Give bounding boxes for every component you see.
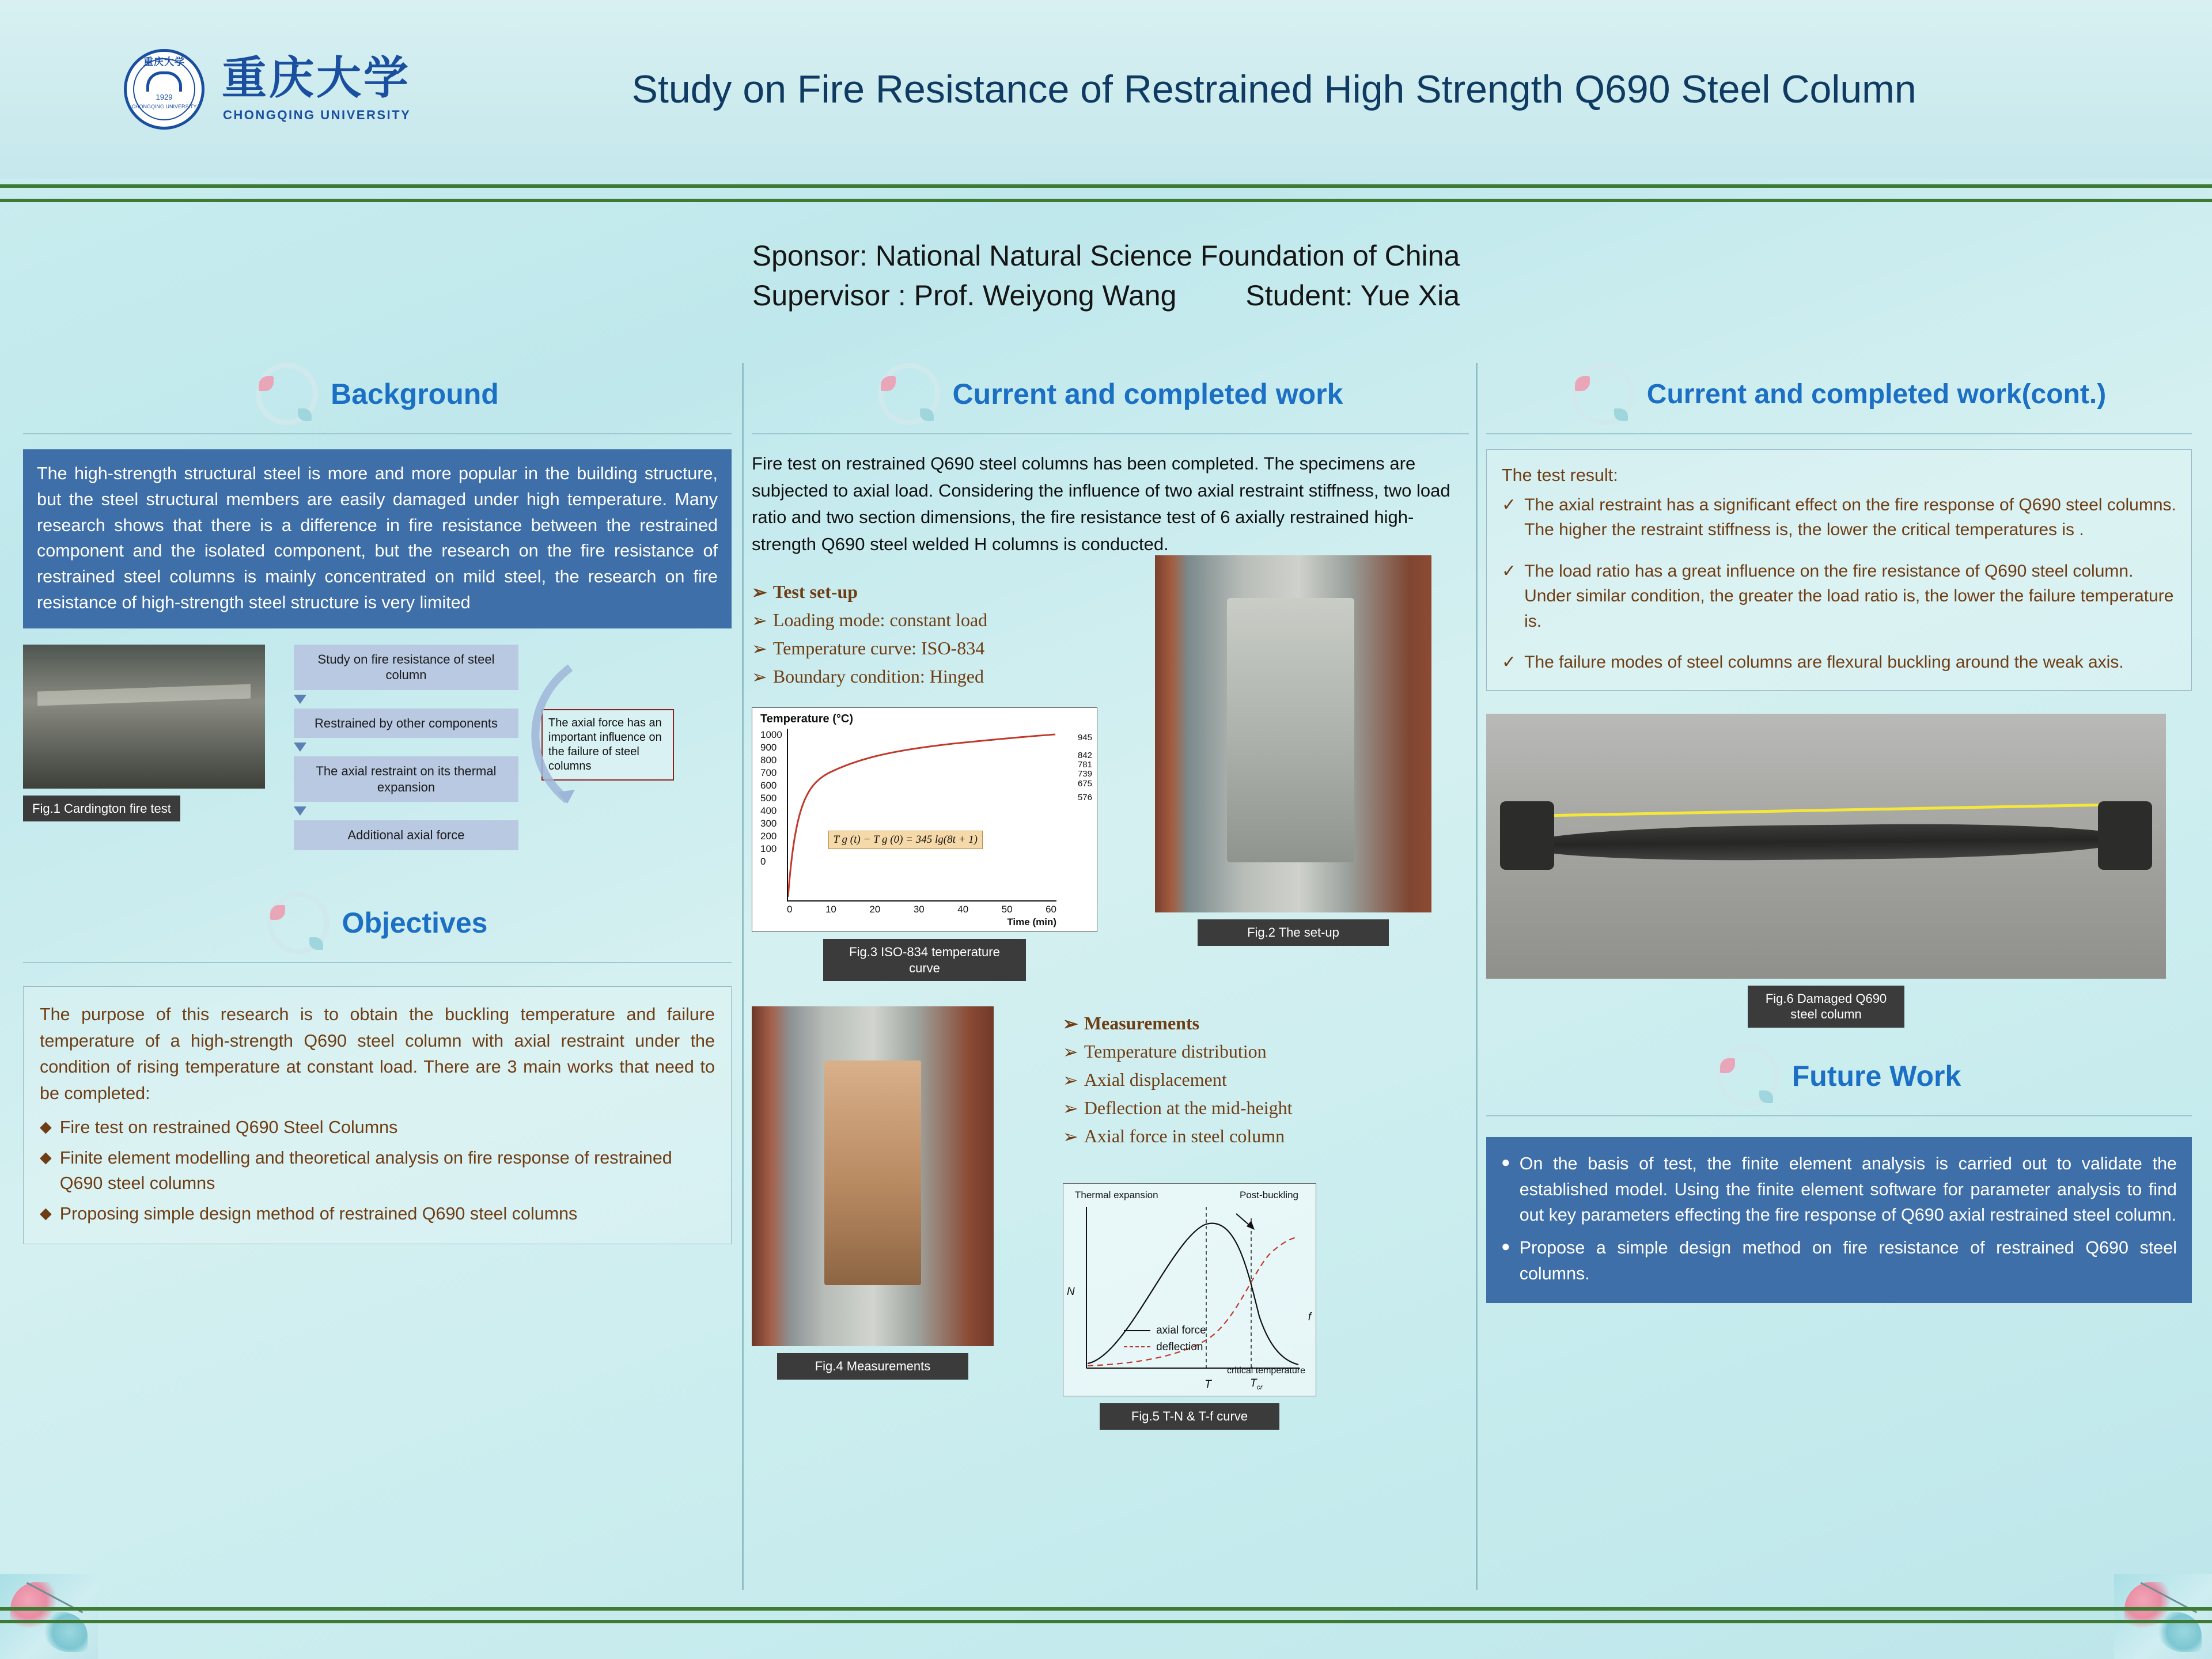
objectives-header-rule: [23, 962, 732, 963]
chart3-x-ticks: 0 10 20 30 40 50 60: [787, 904, 1056, 915]
arrow-bullet-icon: ➢: [1063, 1098, 1078, 1119]
current-header-rule: [752, 433, 1469, 434]
decorative-flower-bottom-right: [2114, 1574, 2212, 1659]
seal-year: 1929: [156, 92, 173, 101]
arrow-bullet-icon: ➢: [752, 610, 767, 631]
column-middle: [752, 363, 1469, 1430]
university-name-cn: 重庆大学: [222, 52, 411, 104]
floral-wreath-icon: [256, 363, 318, 425]
current-cont-section-header: [1486, 363, 2192, 425]
legend-entry-deflection: deflection: [1124, 1339, 1206, 1356]
test-setup-item: [752, 666, 1149, 688]
test-result-box: [1486, 449, 2192, 691]
objective-item-label: Fire test on restrained Q690 Steel Columns: [59, 1117, 398, 1137]
chart3-y-ticks: 1000 900 800 700 600 500 400 300 200 100 0: [760, 729, 782, 867]
test-result-item-label: The axial restraint has a significant effect on the fire response of Q690 steel columns. The higher the restraint stiffness is, the lower the critical temperatures is .: [1524, 495, 2176, 540]
objectives-section-header: [23, 892, 732, 954]
test-result-item: [1502, 559, 2176, 634]
flow-step-2: Restrained by other components: [294, 709, 518, 738]
arrow-bullet-icon: ➢: [752, 582, 767, 603]
arrow-bullet-icon: ➢: [1063, 1041, 1078, 1062]
column-divider-2: [1476, 363, 1478, 1590]
chart5-annotation-postbuckling: Post-buckling: [1239, 1190, 1298, 1200]
check-bullet-icon: ✓: [1502, 653, 1517, 672]
chart3-title: Temperature (°C): [760, 713, 853, 725]
chart3-right-labels: 945 842 781 739 675 576: [1077, 733, 1092, 802]
future-work-item-label: On the basis of test, the finite element analysis is carried out to validate the established model. Using the finite element software for parameter analysis to find out key parameters effecting the fire response of Q690 axial restrained steel column.: [1519, 1153, 2177, 1225]
measurements-heading-label: Measurements: [1084, 1013, 1200, 1033]
test-result-item: [1502, 493, 2176, 543]
test-setup-heading-label: Test set-up: [772, 581, 858, 602]
university-name-block: [204, 52, 411, 123]
future-work-box: [1486, 1137, 2192, 1303]
column-left: [23, 363, 732, 1244]
current-cont-title: Current and completed work(cont.): [1646, 378, 2107, 410]
flow-curved-arrow-icon: [513, 662, 582, 812]
footer-divider-2: [0, 1620, 2212, 1623]
current-paragraph: Fire test on restrained Q690 steel columns has been completed. The specimens are subjected to axial load. Considering the influence of two axial restraint stiffness, two load ratio and two section dimensions, the fire resistance test of 6 axially restrained high-strength Q690 steel welded H columns is conducted.: [752, 453, 1450, 554]
diamond-bullet-icon: ◆: [40, 1149, 52, 1166]
disc-bullet-icon: ●: [1501, 1153, 1510, 1171]
future-work-item: [1501, 1235, 2177, 1287]
header-divider-1: [0, 184, 2212, 188]
beam-end-right: [2098, 801, 2152, 870]
arrow-bullet-icon: ➢: [752, 666, 767, 687]
column-divider-1: [742, 363, 744, 1590]
sponsor-line: Sponsor: National Natural Science Foundation of China: [752, 240, 1460, 272]
figure6-caption: Fig.6 Damaged Q690 steel column: [1748, 986, 1904, 1028]
chart3-plot-area: [787, 729, 1056, 902]
page-title: Study on Fire Resistance of Restrained High Strength Q690 Steel Column: [631, 67, 1916, 111]
figure5-chart: [1063, 1183, 1316, 1396]
seal-inner-ring: [133, 58, 195, 120]
supervisor-line: [0, 276, 2212, 316]
seal-top-text: 重庆大学: [143, 56, 185, 67]
arrow-bullet-icon: ➢: [1063, 1070, 1078, 1090]
chart5-x-tick-T: T: [1205, 1378, 1211, 1391]
background-header-rule: [23, 433, 732, 434]
future-work-title: Future Work: [1791, 1059, 1961, 1092]
test-setup-heading: [752, 581, 1149, 603]
university-logo: [124, 49, 411, 130]
objective-item: [40, 1146, 715, 1196]
future-work-item: [1501, 1151, 2177, 1228]
decorative-flower-bottom-left: [0, 1574, 98, 1659]
flow-note: The axial force has an important influence on the failure of steel columns: [541, 709, 674, 781]
current-section-header: [752, 363, 1469, 425]
arrow-bullet-icon: ➢: [752, 638, 767, 659]
measurement-item: [1063, 1041, 1455, 1063]
measurement-item: [1063, 1126, 1455, 1147]
objective-item: [40, 1202, 715, 1226]
flow-arrow-3: [294, 806, 306, 816]
figure6-image: [1486, 714, 2166, 979]
objectives-box: [23, 986, 732, 1244]
chart3-curve: [788, 729, 1056, 900]
measurements-heading: [1063, 1013, 1455, 1035]
student-text: Student: Yue Xia: [1245, 279, 1460, 312]
figure1-caption: Fig.1 Cardington fire test: [23, 796, 180, 822]
test-setup-item-label: Temperature curve: ISO-834: [772, 638, 985, 658]
figure1-image: [23, 645, 265, 789]
university-name-en: CHONGQING UNIVERSITY: [223, 108, 411, 122]
test-result-item-label: The failure modes of steel columns are flexural buckling around the weak axis.: [1524, 653, 2124, 672]
supervisor-text: Supervisor : Prof. Weiyong Wang: [752, 279, 1177, 312]
measurement-item: [1063, 1097, 1455, 1119]
chart5-annotation-critical: critical temperature: [1226, 1366, 1305, 1376]
floral-wreath-icon: [267, 892, 329, 954]
flow-step-4: Additional axial force: [294, 820, 518, 850]
diamond-bullet-icon: ◆: [40, 1118, 52, 1135]
flow-step-1: Study on fire resistance of steel column: [294, 645, 518, 690]
current-cont-header-rule: [1486, 433, 2192, 434]
background-title: Background: [331, 378, 499, 410]
university-seal-icon: [124, 49, 204, 130]
figure3-caption: Fig.3 ISO-834 temperature curve: [823, 939, 1026, 981]
chart5-y-axis-label: N: [1067, 1285, 1075, 1298]
arrow-bullet-icon: ➢: [1063, 1013, 1078, 1034]
flow-arrow-2: [294, 743, 306, 752]
chart3-x-title: Time (min): [1007, 916, 1056, 927]
figure5-caption: Fig.5 T-N & T-f curve: [1100, 1403, 1279, 1430]
test-setup-item: [752, 609, 1149, 631]
measurement-item-label: Deflection at the mid-height: [1084, 1097, 1293, 1118]
test-setup-item-label: Loading mode: constant load: [772, 609, 988, 630]
objective-item-label: Finite element modelling and theoretical analysis on fire response of restrained Q690 steel columns: [59, 1148, 672, 1193]
objective-item: [40, 1115, 715, 1140]
background-paragraph: The high-strength structural steel is more and more popular in the building structure, but the steel structural members are easily damaged under high temperature. Many research shows that there is a difference in fire resistance between the restrained component and the isolated component, but the research on the fire resistance of restrained steel columns is mainly concentrated on mild steel, the research on fire resistance of high-strength steel structure is very limited: [23, 449, 732, 628]
test-result-item-label: The load ratio has a great influence on the fire resistance of Q690 steel column. Under similar condition, the greater the load ratio is, the lower the failure temperature is.: [1524, 561, 2174, 631]
chart3-annotation: T g (t) − T g (0) = 345 lg(8t + 1): [828, 831, 983, 849]
test-setup-item-label: Boundary condition: Hinged: [772, 666, 984, 687]
sponsor-block: [0, 236, 2212, 316]
seal-bottom-text: CHONGQING UNIVERSITY: [131, 103, 197, 109]
check-bullet-icon: ✓: [1502, 561, 1517, 581]
figure4-caption: Fig.4 Measurements: [777, 1353, 968, 1380]
floral-wreath-icon: [1572, 363, 1634, 425]
footer-divider-1: [0, 1607, 2212, 1611]
figure2-caption: Fig.2 The set-up: [1198, 919, 1389, 946]
background-section-header: [23, 363, 732, 425]
poster-header: [0, 0, 2212, 179]
chart5-x-tick-Tcr: $T_{cr}$: [1250, 1377, 1263, 1391]
future-work-section-header: [1486, 1045, 2192, 1107]
flow-arrow-1: [294, 695, 306, 704]
check-bullet-icon: ✓: [1502, 495, 1517, 514]
measurement-item-label: Axial force in steel column: [1084, 1126, 1285, 1146]
test-result-heading: The test result:: [1502, 465, 1618, 485]
diamond-bullet-icon: ◆: [40, 1204, 52, 1222]
figure4-image: [752, 1006, 994, 1346]
objective-item-label: Proposing simple design method of restrained Q690 steel columns: [59, 1203, 578, 1224]
column-right: [1486, 363, 2192, 1303]
current-title: Current and completed work: [952, 378, 1343, 410]
header-divider-2: [0, 199, 2212, 202]
damaged-column-beam: [1520, 821, 2133, 862]
beam-end-left: [1500, 801, 1554, 870]
test-setup-item: [752, 638, 1149, 660]
test-result-item: [1502, 650, 2176, 675]
objectives-title: Objectives: [342, 906, 488, 939]
measurement-item: [1063, 1069, 1455, 1091]
future-work-header-rule: [1486, 1115, 2192, 1116]
floral-wreath-icon: [1717, 1045, 1779, 1107]
flow-step-3: The axial restraint on its thermal expansion: [294, 756, 518, 802]
figure2-image: [1155, 555, 1431, 912]
objectives-paragraph: The purpose of this research is to obtain the buckling temperature and failure temperature of a high-strength Q690 steel column with axial restraint under the condition of rising temperature at constant load. There are 3 main works that need to be completed:: [40, 1004, 715, 1104]
arrow-bullet-icon: ➢: [1063, 1126, 1078, 1147]
chart5-legend: [1124, 1323, 1206, 1355]
floral-wreath-icon: [878, 363, 940, 425]
reference-line-overlay: [1506, 803, 2145, 818]
chart5-secondary-axis-label: f: [1308, 1310, 1311, 1323]
figure3-chart: [752, 707, 1097, 932]
disc-bullet-icon: ●: [1501, 1237, 1510, 1255]
chart5-annotation-thermal: Thermal expansion: [1075, 1190, 1158, 1200]
chart5-curves: [1063, 1184, 1317, 1397]
measurement-item-label: Temperature distribution: [1084, 1041, 1267, 1062]
future-work-item-label: Propose a simple design method on fire resistance of restrained Q690 steel columns.: [1519, 1238, 2177, 1284]
legend-entry-axial-force: axial force: [1124, 1323, 1206, 1339]
measurement-item-label: Axial displacement: [1084, 1069, 1227, 1090]
